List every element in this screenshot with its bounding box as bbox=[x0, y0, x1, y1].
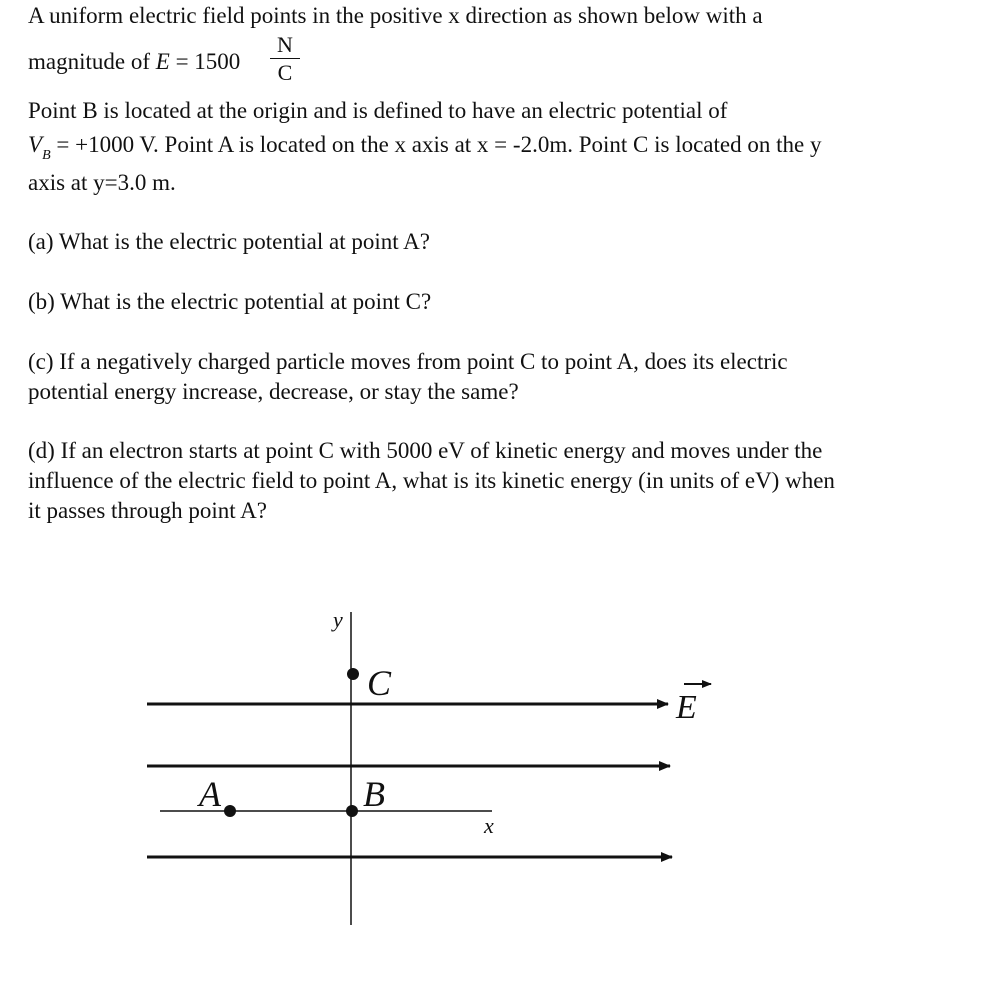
point-b-definition: Point B is located at the origin and is defined to have an electric potential of bbox=[28, 98, 728, 123]
intro-line-1: A uniform electric field points in the positive x direction as shown below with a bbox=[28, 3, 763, 28]
magnitude-symbol: E bbox=[155, 49, 170, 74]
magnitude-prefix: magnitude of bbox=[28, 49, 156, 74]
point-c-dot bbox=[347, 668, 359, 680]
potential-symbol: V bbox=[28, 132, 43, 157]
magnitude-equals: = 1500 bbox=[169, 49, 241, 74]
point-c-location: axis at y=3.0 m. bbox=[28, 170, 176, 195]
question-d-line-2: influence of the electric field to point A, what is its kinetic energy (in units of eV) when bbox=[28, 468, 835, 493]
unit-denominator: C bbox=[277, 60, 293, 85]
question-c-line-2: potential energy increase, decrease, or stay the same? bbox=[28, 379, 519, 404]
question-d-line-3: it passes through point A? bbox=[28, 498, 267, 523]
point-b-dot bbox=[346, 805, 358, 817]
question-b: (b) What is the electric potential at point C? bbox=[28, 289, 432, 314]
point-c-label: C bbox=[367, 663, 392, 703]
potential-rest: = +1000 V. Point A is located on the x axis at x = -2.0m. Point C is located on the y bbox=[50, 132, 822, 157]
point-b-label: B bbox=[363, 774, 385, 814]
question-c-line-1: (c) If a negatively charged particle moves from point C to point A, does its electric bbox=[28, 349, 788, 374]
x-axis-label: x bbox=[484, 813, 494, 838]
y-axis-label: y bbox=[333, 607, 343, 632]
question-d-line-1: (d) If an electron starts at point C with 5000 eV of kinetic energy and moves under the bbox=[28, 438, 823, 463]
point-a-dot bbox=[224, 805, 236, 817]
point-a-label: A bbox=[199, 774, 221, 814]
unit-numerator: N bbox=[270, 32, 300, 59]
question-a: (a) What is the electric potential at point A? bbox=[28, 229, 430, 254]
field-label: E bbox=[676, 689, 697, 726]
potential-subscript: B bbox=[42, 148, 51, 163]
